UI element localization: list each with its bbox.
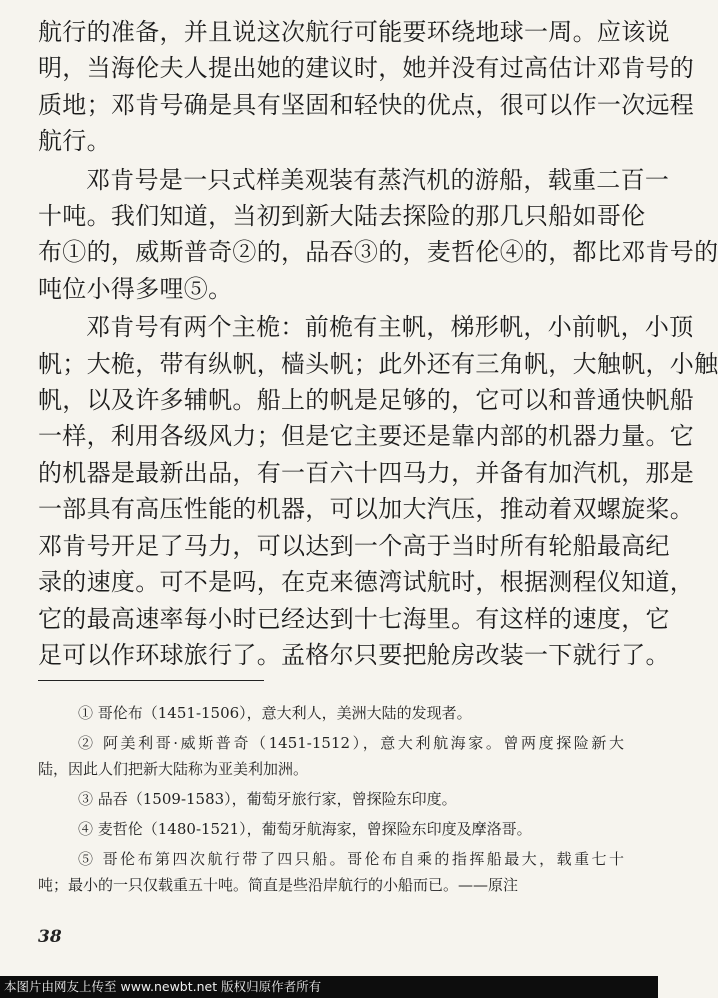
footnote-5 — [38, 846, 624, 898]
footnote-3 — [38, 786, 624, 812]
text-line: 它的最高速率每小时已经达到十七海里。有这样的速度，它 — [38, 604, 670, 633]
text-line: 帆；大桅，带有纵帆，樯头帆；此外还有三角帆，大触帆，小触 — [38, 349, 718, 378]
footnote-2 — [38, 730, 624, 782]
text-line: 质地；邓肯号确是具有坚固和轻快的优点，很可以作一次远程 — [38, 90, 695, 119]
text-line: 布①的，威斯普奇②的，品吞③的，麦哲伦④的，都比邓肯号的 — [38, 238, 718, 267]
page-number: 38 — [38, 927, 62, 947]
text-line: 一部具有高压性能的机器，可以加大汽压，推动着双螺旋桨。 — [38, 495, 695, 524]
footnote-line: ① 哥伦布（1451-1506），意大利人，美洲大陆的发现者。 — [78, 704, 472, 722]
footnote-4 — [38, 816, 624, 842]
footnote-line: ③ 品吞（1509-1583），葡萄牙旅行家，曾探险东印度。 — [78, 790, 457, 808]
footnote-divider — [38, 680, 264, 681]
text-line: 的机器是最新出品，有一百六十四马力，并备有加汽机，那是 — [38, 458, 695, 487]
text-line: 明，当海伦夫人提出她的建议时，她并没有过高估计邓肯号的 — [38, 54, 695, 83]
body-text — [38, 14, 718, 673]
footnote-line: ② 阿美利哥·威斯普奇（1451-1512），意大利航海家。曾两度探险新大 — [78, 734, 624, 752]
paragraph — [38, 162, 718, 308]
footnote-line: ⑤ 哥伦布第四次航行带了四只船。哥伦布自乘的指挥船最大，载重七十 — [78, 850, 624, 868]
text-line: 航行。 — [38, 127, 111, 156]
footnote-line: 吨；最小的一只仅载重五十吨。简直是些沿岸航行的小船而已。——原注 — [38, 876, 519, 894]
text-line: 十吨。我们知道，当初到新大陆去探险的那几只船如哥伦 — [38, 202, 646, 231]
footnote-line: ④ 麦哲伦（1480-1521），葡萄牙航海家，曾探险东印度及摩洛哥。 — [78, 820, 532, 838]
footnote-line: 陆，因此人们把新大陆称为亚美利加洲。 — [38, 760, 309, 778]
text-line: 一样，利用各级风力；但是它主要还是靠内部的机器力量。它 — [38, 422, 695, 451]
text-line: 吨位小得多哩⑤。 — [38, 274, 233, 303]
text-line: 帆，以及许多辅帆。船上的帆是足够的，它可以和普通快帆船 — [38, 386, 695, 415]
footnote-1 — [38, 700, 624, 726]
text-line: 邓肯号开足了马力，可以达到一个高于当时所有轮船最高纪 — [38, 531, 670, 560]
text-line: 邓肯号有两个主桅：前桅有主帆，梯形帆，小前帆，小顶 — [86, 313, 694, 342]
paragraph — [38, 309, 718, 673]
watermark-banner: 本图片由网友上传至 www.newbt.net 版权归原作者所有 — [0, 976, 658, 998]
text-line: 邓肯号是一只式样美观装有蒸汽机的游船，载重二百一 — [86, 165, 670, 194]
text-line: 航行的准备，并且说这次航行可能要环绕地球一周。应该说 — [38, 18, 670, 46]
footnotes — [38, 700, 624, 898]
text-line: 录的速度。可不是吗，在克来德湾试航时，根据测程仪知道， — [38, 568, 695, 597]
text-line: 足可以作环球旅行了。孟格尔只要把舱房改装一下就行了。 — [38, 640, 670, 669]
paragraph — [38, 14, 695, 160]
